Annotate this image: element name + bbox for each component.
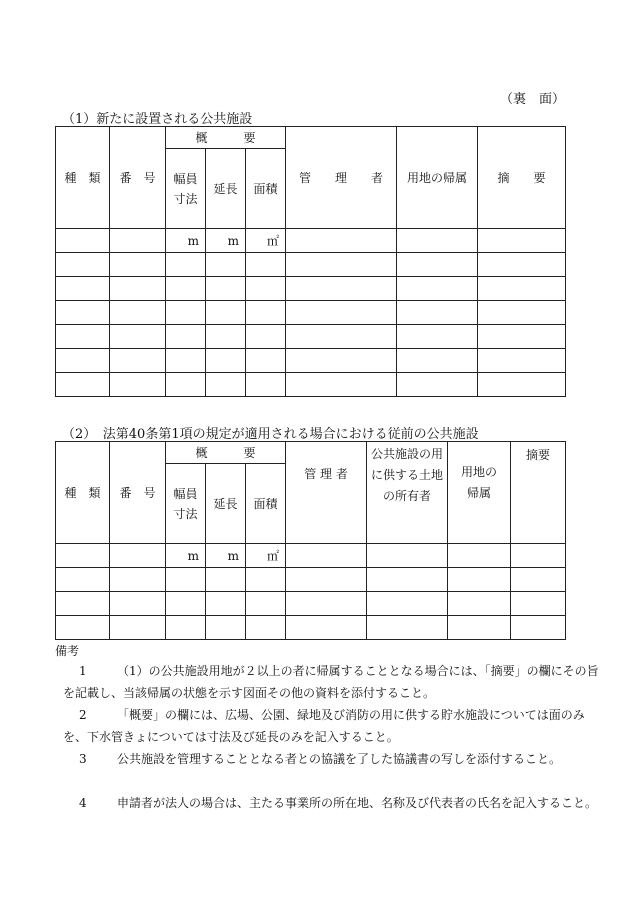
page-side-label: （裏 面） bbox=[500, 92, 566, 107]
header-encho: 延長 bbox=[206, 149, 246, 229]
header-bango: 番 号 bbox=[110, 127, 166, 229]
header-menseki: 面積 bbox=[246, 149, 286, 229]
table-row bbox=[56, 253, 566, 277]
header-shoyusha: 公共施設の用に供する土地の所有者 bbox=[367, 442, 448, 544]
note-text: 公共施設を管理することとなる者との協議を了した協議書の写しを添付すること。 bbox=[117, 752, 562, 766]
header-tekiyo: 摘要 bbox=[511, 442, 566, 544]
unit-meter: m bbox=[166, 229, 206, 253]
unit-meter: m bbox=[206, 229, 246, 253]
header-bango: 番 号 bbox=[110, 442, 166, 544]
table-row bbox=[56, 301, 566, 325]
note-text: 「概要」の欄には、広場、公園、緑地及び消防の用に供する貯水施設については面のみを、下水管きょについては寸法及び延長のみを記入すること。 bbox=[63, 708, 585, 744]
table-row bbox=[56, 325, 566, 349]
note-number: 1 bbox=[79, 664, 87, 678]
table-row bbox=[56, 592, 566, 616]
table-row bbox=[56, 373, 566, 397]
section1-title: （1）新たに設置される公共施設 bbox=[62, 112, 253, 127]
header-kanrisha: 管 理 者 bbox=[286, 127, 397, 229]
table-row bbox=[56, 277, 566, 301]
header-kizoku: 用地の帰属 bbox=[397, 127, 478, 229]
table-row bbox=[56, 349, 566, 373]
header-gaiyo: 概 要 bbox=[166, 127, 286, 149]
header-encho: 延長 bbox=[206, 464, 246, 544]
header-fukuin: 幅員寸法 bbox=[166, 149, 206, 229]
header-shurui: 種 類 bbox=[56, 127, 110, 229]
table-row bbox=[56, 616, 566, 640]
table-row bbox=[56, 229, 566, 253]
section2-title: （2） 法第40条第1項の規定が適用される場合における従前の公共施設 bbox=[62, 427, 479, 442]
header-kizoku: 用地の帰属 bbox=[448, 442, 511, 544]
unit-meter: m bbox=[166, 544, 206, 568]
header-shurui: 種 類 bbox=[56, 442, 110, 544]
note-number: 3 bbox=[79, 752, 87, 766]
note-item-1 bbox=[63, 660, 603, 704]
section2-table bbox=[55, 441, 566, 640]
header-gaiyo: 概 要 bbox=[166, 442, 286, 464]
note-item-3 bbox=[63, 748, 603, 770]
unit-meter: m bbox=[206, 544, 246, 568]
note-number: 2 bbox=[79, 708, 87, 722]
note-item-2 bbox=[63, 704, 603, 748]
unit-square-meter: ㎡ bbox=[246, 544, 286, 568]
note-item-4 bbox=[63, 792, 603, 814]
header-kanrisha: 管 理 者 bbox=[286, 442, 367, 544]
table-row bbox=[56, 568, 566, 592]
header-menseki: 面積 bbox=[246, 464, 286, 544]
notes-title: 備考 bbox=[55, 644, 80, 658]
note-text: 申請者が法人の場合は、主たる事業所の所在地、名称及び代表者の氏名を記入すること。 bbox=[117, 796, 598, 810]
unit-square-meter: ㎡ bbox=[246, 229, 286, 253]
header-tekiyo: 摘 要 bbox=[478, 127, 566, 229]
note-text: （1）の公共施設用地が２以上の者に帰属することとなる場合には、「摘要」の欄にその旨を記載し、当該帰属の状態を示す図面その他の資料を添付すること。 bbox=[63, 664, 599, 700]
note-number: 4 bbox=[79, 796, 87, 810]
table-row bbox=[56, 544, 566, 568]
header-fukuin: 幅員寸法 bbox=[166, 464, 206, 544]
section1-table bbox=[55, 126, 566, 397]
